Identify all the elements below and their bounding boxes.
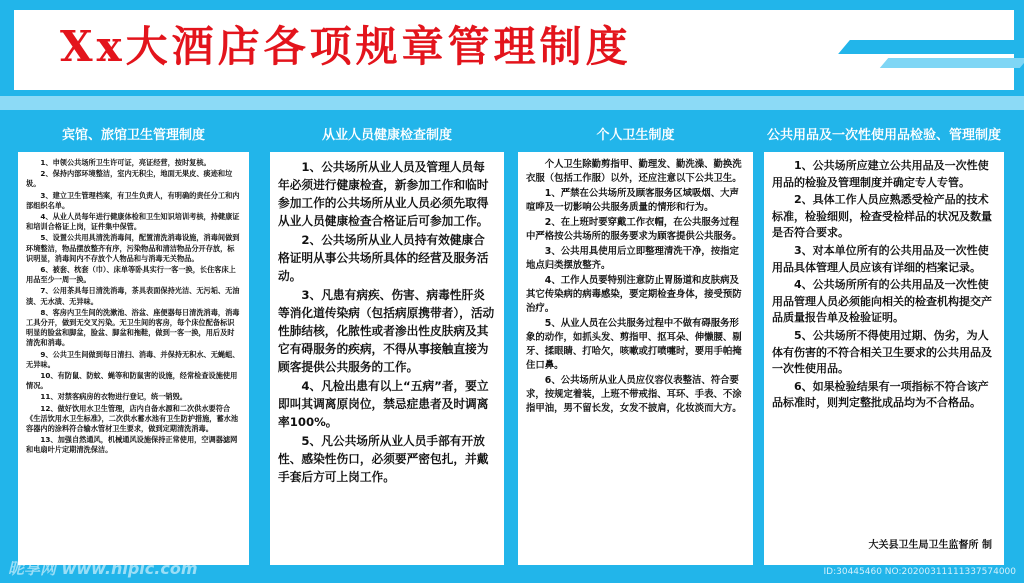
column-header: 公共用品及一次性使用品检验、管理制度 xyxy=(764,120,1004,152)
column-body xyxy=(772,158,996,561)
rule-paragraph: 4、从业人员每年进行健康体检和卫生知识培训考核，持健康证和培训合格证上岗，证件集中保管。 xyxy=(26,212,240,232)
rule-paragraph: 6、如果检验结果有一项指标不符合该产品标准时，则判定整批成品均为不合格品。 xyxy=(772,379,989,410)
column-header: 从业人员健康检查制度 xyxy=(270,120,504,152)
rule-paragraph: 4、凡检出患有以上“五病”者，要立即叫其调离原岗位，禁忌症患者及时调离率100%。 xyxy=(278,379,489,429)
title-banner xyxy=(0,0,1024,96)
rule-paragraph: 13、加强自然通风，机械通风设施保持正常使用，空调器滤网和电扇叶片定期清洗保洁。 xyxy=(26,435,238,455)
rule-paragraph: 2、在上班时要穿戴工作衣帽，在公共服务过程中严格按公共场所的服务要求为顾客提供公共服务。 xyxy=(526,217,742,242)
rule-paragraph: 1、公共场所应建立公共用品及一次性使用品的检验及管理制度并确定专人专管。 xyxy=(772,159,989,189)
issuer-signoff: 大关县卫生局卫生监督所 制 xyxy=(868,540,992,551)
rule-paragraph: 1、申领公共场所卫生许可证，亮证经营，按时复核。 xyxy=(40,158,211,167)
rule-paragraph: 5、公共场所不得使用过期、伪劣，为人体有伤害的不符合相关卫生要求的公共用品及一次性使用品。 xyxy=(772,328,992,376)
rule-paragraph: 5、从业人员在公共服务过程中不做有碍服务形象的动作，如抓头发、剪指甲、抠耳朵、伸懒腰、剔牙、揉眼睛、打哈欠，咳嗽或打喷嚏时，要用手帕掩住口鼻。 xyxy=(526,318,742,371)
rule-paragraph: 10、有防鼠、防蚊、蝇等和防鼠害的设施，经常检查设施使用情况。 xyxy=(26,371,238,391)
rule-paragraph: 9、公共卫生间做到每日清扫、消毒、并保持无积水、无蝇蛆、无异味。 xyxy=(26,349,240,369)
rule-paragraph: 5、设置公共用具清洗消毒间，配置清洗消毒设施，消毒间做到环境整洁，物品摆放整齐有序，污染物品和清洁物品分开存放，标识明显，消毒间内不存放个人物品和与消毒无关物品。 xyxy=(26,233,240,263)
rule-paragraph: 6、被套、枕套（巾）、床单等卧具实行一客一换，长住客床上用品至少一周一换。 xyxy=(26,265,236,285)
column-body xyxy=(526,158,745,561)
rule-paragraph: 11、对禁客病房的衣物进行登记，统一销毁。 xyxy=(40,392,187,402)
divider-stripe xyxy=(0,96,1024,110)
rule-paragraph: 7、公用茶具每日清洗消毒，茶具表面保持光洁、无污垢、无油渍、无水渍、无异味。 xyxy=(26,286,240,306)
banner-accent-stripe-light xyxy=(880,58,1024,68)
page-title: Xx大酒店各项规章管理制度 xyxy=(60,22,632,71)
rule-paragraph: 个人卫生除勤剪指甲、勤理发、勤洗澡、勤换洗衣服（包括工作服）以外，还应注意以下公共卫生。 xyxy=(526,159,742,184)
rule-paragraph: 3、建立卫生管理档案，有卫生负责人，有明确的责任分工和内部组织名单。 xyxy=(26,190,240,210)
rule-paragraph: 1、公共场所从业人员及管理人员每年必须进行健康检查，新参加工作和临时参加工作的公共场所从业人员必须先取得从业人员健康检查合格证后可参加工作。 xyxy=(278,160,489,228)
column-public-goods xyxy=(764,120,1004,565)
rule-paragraph: 1、严禁在公共场所及顾客服务区域吸烟、大声喧哗及一切影响公共服务质量的情形和行为。 xyxy=(526,188,739,213)
rule-paragraph: 3、对本单位所有的公共用品及一次性使用品具体管理人员应该有详细的档案记录。 xyxy=(772,243,989,274)
site-watermark: 昵享网 www.nipic.com xyxy=(8,559,198,578)
rule-paragraph: 12、做好饮用水卫生管理，店内自备水源和二次供水要符合《生活饮用水卫生标准》，二次供水蓄水池有卫生防护措施，蓄水池容器内的涂料符合输水管材卫生要求，做到定期清洗消毒。 xyxy=(26,403,239,434)
image-id-watermark: ID:30445460 NO:20200311111337574000 xyxy=(823,567,1016,577)
rule-paragraph: 2、保持内部环境整洁，室内无积尘，地面无果皮、痰迹和垃圾。 xyxy=(26,169,233,189)
column-body xyxy=(278,158,496,561)
column-personal-hygiene xyxy=(518,120,753,565)
rule-paragraph: 2、公共场所从业人员持有效健康合格证明从事公共场所具体的经营及服务活动。 xyxy=(278,233,489,283)
column-health-check xyxy=(270,120,504,565)
rule-paragraph: 4、工作人员要特别注意防止胃肠道和皮肤病及其它传染病的病毒感染，要定期检查身体，接受预防治疗。 xyxy=(526,275,742,314)
rule-paragraph: 2、具体工作人员应熟悉受检产品的技术标准，检验细则，检查受检样品的状况及数量是否符合要求。 xyxy=(772,193,992,240)
column-body xyxy=(26,158,241,561)
column-header: 宾馆、旅馆卫生管理制度 xyxy=(18,120,249,152)
rule-paragraph: 3、公共用具使用后立即整理清洗干净，按指定地点归类摆放整齐。 xyxy=(526,246,739,271)
rule-paragraph: 4、公共场所所有的公共用品及一次性使用品管理人员必须能向相关的检查机构提交产品质量报告单及检验证明。 xyxy=(772,278,992,325)
banner-accent-stripe xyxy=(838,40,1024,54)
rule-paragraph: 5、凡公共场所从业人员手部有开放性、感染性伤口，必须要严密包扎，并戴手套后方可上岗工作。 xyxy=(278,434,489,484)
columns-area xyxy=(0,110,1024,583)
column-hotel-hygiene xyxy=(18,120,249,565)
rule-paragraph: 3、凡患有病疾、伤害、病毒性肝炎等消化道传染病（包括病原携带者），活动性肺结核，化脓性或者渗出性皮肤病及其它有碍服务的疾病，不得从事接触直接为顾客提供公共服务的工作。 xyxy=(278,288,495,374)
column-header: 个人卫生制度 xyxy=(518,120,753,152)
rule-paragraph: 8、客房内卫生间的洗漱池、浴盆、座便器每日清洗消毒，消毒工具分开，做到无交叉污染。无卫生间的客房，每个床位配备标识明显的脸盆和脚盆，脸盆、脚盆和拖鞋，做到一客一换，用后及时清洗和消毒。 xyxy=(26,307,240,348)
rule-paragraph: 6、公共场所从业人员应仪容仪表整洁、符合要求，按规定着装，上班不带戒指、耳环、手表、不涂指甲油，男不留长发，女发不披肩，化妆淡而大方。 xyxy=(526,375,742,414)
